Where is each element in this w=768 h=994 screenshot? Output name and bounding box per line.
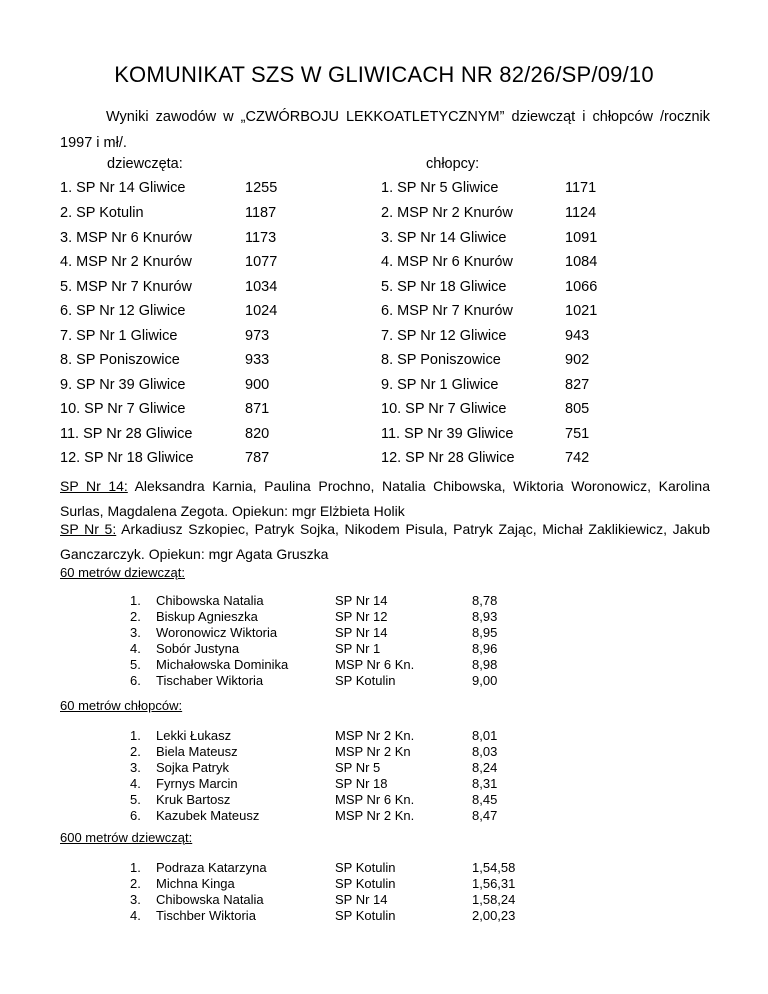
girls-team: 12. SP Nr 18 Gliwice — [60, 450, 194, 466]
girls-team: 7. SP Nr 1 Gliwice — [60, 328, 178, 344]
boys-team: 9. SP Nr 1 Gliwice — [381, 377, 499, 393]
result-time: 8,24 — [472, 760, 498, 775]
girls-points: 820 — [245, 426, 270, 442]
athlete-name: Sobór Justyna — [156, 641, 240, 656]
place-number: 5. — [130, 657, 141, 672]
girls-team: 10. SP Nr 7 Gliwice — [60, 401, 186, 417]
team-members: Aleksandra Karnia, Paulina Prochno, Natalia Chibowska, Wiktoria Woronowicz, Karolina Surlas, Magdalena Zegota. Opiekun: mgr Elżbieta Holik — [60, 478, 710, 519]
result-time: 8,01 — [472, 728, 498, 743]
place-number: 5. — [130, 792, 141, 807]
athlete-school: MSP Nr 6 Kn. — [335, 792, 415, 807]
athlete-school: SP Kotulin — [335, 673, 396, 688]
boys-points: 805 — [565, 401, 590, 417]
result-time: 1,58,24 — [472, 892, 516, 907]
boys-team: 12. SP Nr 28 Gliwice — [381, 450, 515, 466]
boys-team: 8. SP Poniszowice — [381, 352, 501, 368]
place-number: 1. — [130, 860, 141, 875]
result-time: 9,00 — [472, 673, 498, 688]
girls-points: 1187 — [245, 205, 277, 221]
result-time: 8,47 — [472, 808, 498, 823]
athlete-name: Chibowska Natalia — [156, 892, 264, 907]
place-number: 4. — [130, 641, 141, 656]
athlete-name: Fyrnys Marcin — [156, 776, 238, 791]
place-number: 6. — [130, 808, 141, 823]
girls-team: 3. MSP Nr 6 Knurów — [60, 230, 192, 246]
result-time: 1,54,58 — [472, 860, 516, 875]
girls-team: 4. MSP Nr 2 Knurów — [60, 254, 192, 270]
boys-points: 1124 — [565, 205, 597, 221]
girls-points: 1024 — [245, 303, 278, 319]
boys-team: 5. SP Nr 18 Gliwice — [381, 279, 507, 295]
result-time: 8,96 — [472, 641, 498, 656]
page-title: KOMUNIKAT SZS W GLIWICACH NR 82/26/SP/09/10 — [114, 62, 654, 87]
place-number: 3. — [130, 625, 141, 640]
athlete-name: Lekki Łukasz — [156, 728, 232, 743]
athlete-name: Chibowska Natalia — [156, 593, 264, 608]
athlete-name: Michałowska Dominika — [156, 657, 289, 672]
result-time: 8,31 — [472, 776, 498, 791]
athlete-name: Biskup Agnieszka — [156, 609, 258, 624]
place-number: 2. — [130, 876, 141, 891]
girls-points: 1077 — [245, 254, 278, 270]
girls-team: 2. SP Kotulin — [60, 205, 144, 221]
boys-team: 1. SP Nr 5 Gliwice — [381, 180, 499, 196]
athlete-school: SP Kotulin — [335, 876, 396, 891]
boys-points: 1021 — [565, 303, 598, 319]
athlete-name: Tischaber Wiktoria — [156, 673, 264, 688]
girls-header: dziewczęta: — [107, 156, 183, 172]
athlete-name: Biela Mateusz — [156, 744, 238, 759]
boys-team: 10. SP Nr 7 Gliwice — [381, 401, 507, 417]
place-number: 4. — [130, 908, 141, 923]
girls-points: 1034 — [245, 279, 278, 295]
girls-team: 9. SP Nr 39 Gliwice — [60, 377, 186, 393]
athlete-school: SP Kotulin — [335, 860, 396, 875]
athlete-school: SP Kotulin — [335, 908, 396, 923]
boys-team: 6. MSP Nr 7 Knurów — [381, 303, 513, 319]
result-time: 8,03 — [472, 744, 498, 759]
athlete-school: SP Nr 14 — [335, 892, 388, 907]
result-time: 2,00,23 — [472, 908, 516, 923]
place-number: 6. — [130, 673, 141, 688]
girls-team: 6. SP Nr 12 Gliwice — [60, 303, 186, 319]
boys-team: 4. MSP Nr 6 Knurów — [381, 254, 513, 270]
athlete-school: MSP Nr 2 Kn. — [335, 808, 415, 823]
place-number: 2. — [130, 609, 141, 624]
boys-team: 3. SP Nr 14 Gliwice — [381, 230, 507, 246]
girls-points: 900 — [245, 377, 270, 393]
athlete-school: SP Nr 14 — [335, 625, 388, 640]
athlete-school: SP Nr 14 — [335, 593, 388, 608]
team-members: Arkadiusz Szkopiec, Patryk Sojka, Nikodem Pisula, Patryk Zając, Michał Zaklikiewicz, Jakub Ganczarczyk. Opiekun: mgr Agata Gruszka — [60, 521, 710, 562]
athlete-name: Woronowicz Wiktoria — [156, 625, 278, 640]
boys-points: 827 — [565, 377, 590, 393]
girls-team: 8. SP Poniszowice — [60, 352, 180, 368]
athlete-school: SP Nr 12 — [335, 609, 388, 624]
girls-team: 11. SP Nr 28 Gliwice — [60, 426, 193, 442]
athlete-name: Podraza Katarzyna — [156, 860, 267, 875]
girls-points: 1255 — [245, 180, 278, 196]
boys-points: 1171 — [565, 180, 597, 196]
result-time: 1,56,31 — [472, 876, 516, 891]
athlete-school: SP Nr 1 — [335, 641, 381, 656]
place-number: 1. — [130, 728, 141, 743]
athlete-name: Kruk Bartosz — [156, 792, 231, 807]
boys-team: 11. SP Nr 39 Gliwice — [381, 426, 514, 442]
girls-team: 5. MSP Nr 7 Knurów — [60, 279, 192, 295]
girls-points: 933 — [245, 352, 270, 368]
boys-team: 2. MSP Nr 2 Knurów — [381, 205, 513, 221]
boys-header: chłopcy: — [426, 156, 480, 172]
result-time: 8,45 — [472, 792, 498, 807]
boys-team: 7. SP Nr 12 Gliwice — [381, 328, 507, 344]
result-time: 8,78 — [472, 593, 498, 608]
place-number: 3. — [130, 892, 141, 907]
boys-points: 1084 — [565, 254, 598, 270]
boys-points: 1066 — [565, 279, 598, 295]
boys-points: 751 — [565, 426, 590, 442]
athlete-school: SP Nr 18 — [335, 776, 388, 791]
athlete-name: Sojka Patryk — [156, 760, 229, 775]
place-number: 3. — [130, 760, 141, 775]
boys-points: 943 — [565, 328, 590, 344]
athlete-school: MSP Nr 2 Kn — [335, 744, 411, 759]
girls-points: 787 — [245, 450, 270, 466]
team-sp5-paragraph — [60, 517, 710, 567]
boys-points: 1091 — [565, 230, 598, 246]
event-title: 60 metrów chłopców: — [60, 698, 183, 713]
place-number: 1. — [130, 593, 141, 608]
place-number: 4. — [130, 776, 141, 791]
athlete-school: SP Nr 5 — [335, 760, 381, 775]
result-time: 8,93 — [472, 609, 498, 624]
place-number: 2. — [130, 744, 141, 759]
result-time: 8,98 — [472, 657, 498, 672]
athlete-school: MSP Nr 2 Kn. — [335, 728, 415, 743]
athlete-name: Tischber Wiktoria — [156, 908, 256, 923]
boys-points: 742 — [565, 450, 590, 466]
intro-text: Wyniki zawodów w „CZWÓRBOJU LEKKOATLETYCZNYM” dziewcząt i chłopców /rocznik 1997 i mł/. — [60, 109, 710, 151]
girls-team: 1. SP Nr 14 Gliwice — [60, 180, 186, 196]
athlete-school: MSP Nr 6 Kn. — [335, 657, 415, 672]
athlete-name: Michna Kinga — [156, 876, 235, 891]
girls-points: 973 — [245, 328, 270, 344]
result-time: 8,95 — [472, 625, 498, 640]
athlete-name: Kazubek Mateusz — [156, 808, 260, 823]
boys-points: 902 — [565, 352, 590, 368]
team-label: SP Nr 5: — [60, 521, 117, 537]
girls-points: 1173 — [245, 230, 277, 246]
event-title: 600 metrów dziewcząt: — [60, 830, 193, 845]
team-label: SP Nr 14: — [60, 478, 128, 494]
girls-points: 871 — [245, 401, 270, 417]
event-title: 60 metrów dziewcząt: — [60, 565, 185, 580]
